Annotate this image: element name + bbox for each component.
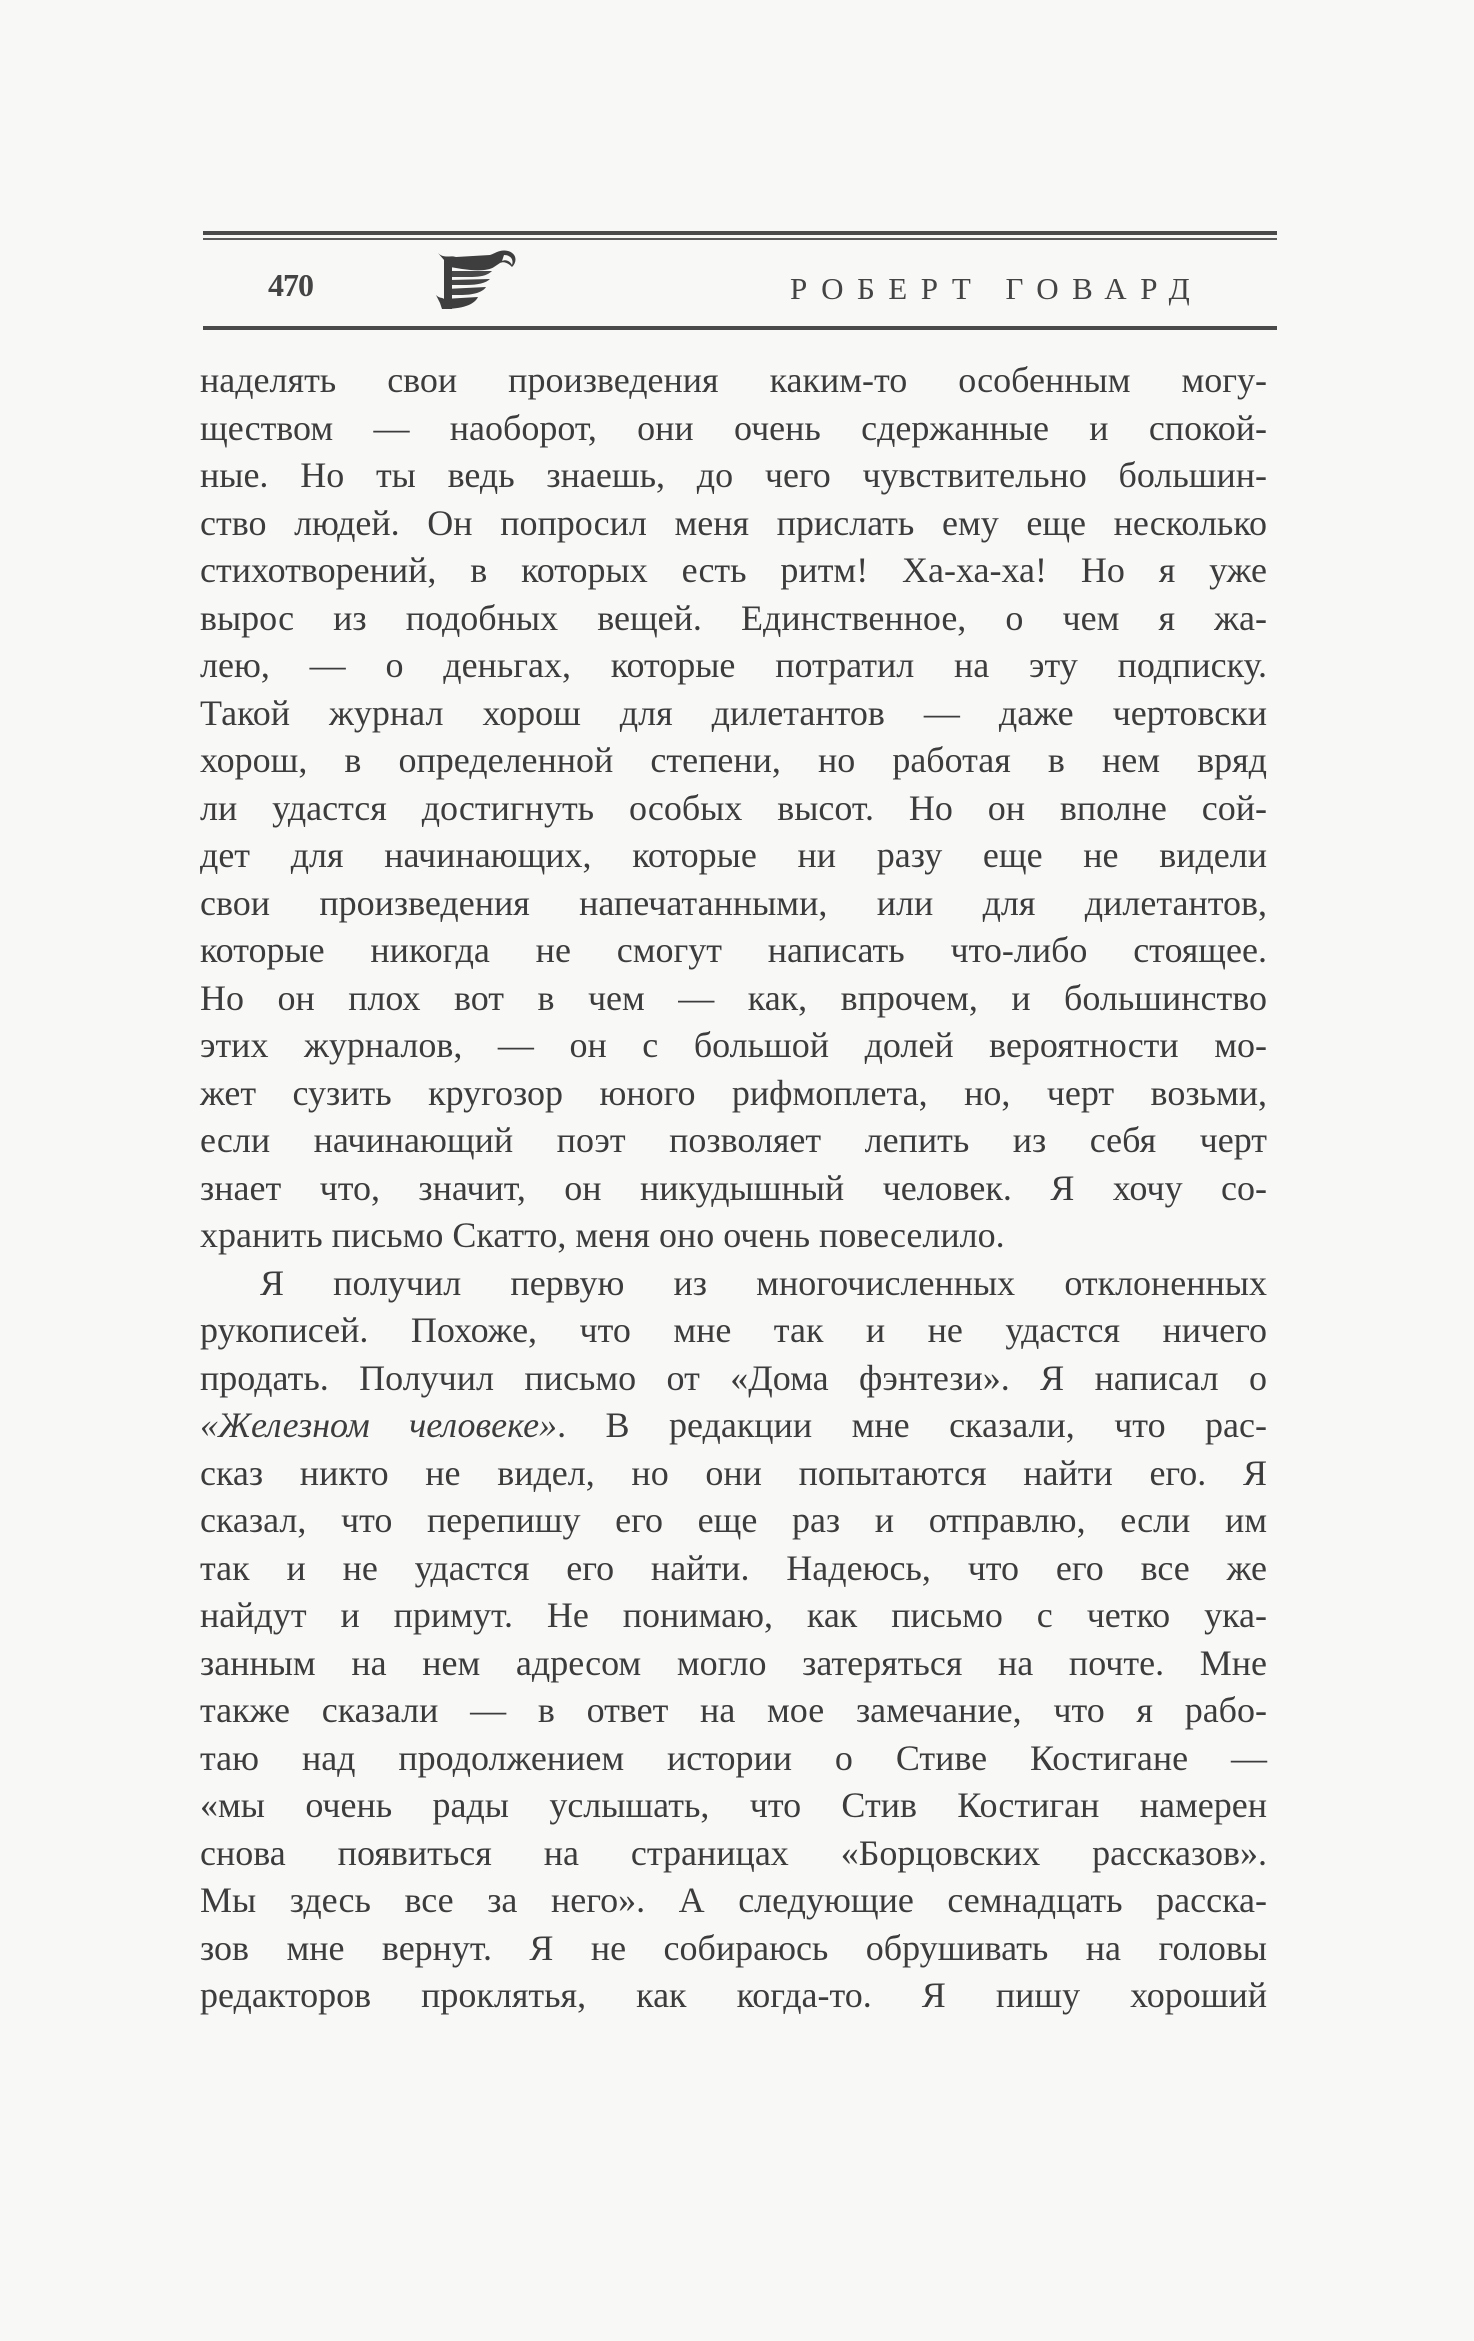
text-line: стихотворений, в которых есть ритм! Ха-ха-ха! Но я уже: [200, 550, 1267, 590]
header-rule-top-thin: [203, 238, 1277, 240]
text-line: Но он плох вот в чем — как, впрочем, и большинство: [200, 977, 1267, 1018]
text-line: найдут и примут. Не понимаю, как письмо с четко ука-: [200, 1595, 1267, 1635]
text-line: дет для начинающих, которые ни разу еще не видели: [200, 835, 1267, 875]
text-line: вырос из подобных вещей. Единственное, о чем я жа-: [200, 597, 1267, 638]
text-line: Я получил первую из многочисленных отклоненных: [260, 1262, 1267, 1303]
text-line: ство людей. Он попросил меня прислать ему еще несколько: [200, 502, 1267, 543]
text-line: хранить письмо Скатто, меня оно очень повеселило.: [200, 1215, 1005, 1255]
text-line: зов мне вернут. Я не собираюсь обрушивать на головы: [200, 1927, 1267, 1968]
text-line: таю над продолжением истории о Стиве Костигане —: [200, 1737, 1267, 1778]
text-line: редакторов проклятья, как когда-то. Я пишу хороший: [200, 1975, 1267, 2015]
text-line: сказ никто не видел, но они попытаются найти его. Я: [200, 1452, 1267, 1493]
italic-title: «Железном человеке»: [200, 1405, 558, 1445]
header-rule-top: [203, 231, 1277, 235]
text-line: снова появиться на страницах «Борцовских рассказов».: [200, 1832, 1267, 1873]
text-line: жет сузить кругозор юного рифмоплета, но, черт возьми,: [200, 1072, 1267, 1113]
page-number: 470: [268, 267, 313, 303]
text-line: ществом — наоборот, они очень сдержанные и спокой-: [200, 407, 1267, 448]
text-line: [200, 1402, 1267, 1449]
dragon-ornament-icon: [430, 249, 518, 313]
text-line: сказал, что перепишу его еще раз и отправлю, если им: [200, 1500, 1267, 1540]
text-line: лею, — о деньгах, которые потратил на эту подписку.: [200, 645, 1267, 685]
text-line: свои произведения напечатанными, или для дилетантов,: [200, 882, 1267, 923]
text-line: ли удастся достигнуть особых высот. Но он вполне сой-: [200, 787, 1267, 828]
text-line: наделять свои произведения каким-то особенным могу-: [200, 360, 1267, 400]
running-title: РОБЕРТ ГОВАРД: [790, 271, 1204, 306]
text-line: знает что, значит, он никудышный человек. Я хочу со-: [200, 1167, 1267, 1208]
header-rule-bottom: [203, 326, 1277, 330]
text-line: которые никогда не смогут написать что-либо стоящее.: [200, 930, 1267, 970]
text-line: рукописей. Похоже, что мне так и не удастся ничего: [200, 1310, 1267, 1350]
text-line: продать. Получил письмо от «Дома фэнтези». Я написал о: [200, 1357, 1267, 1398]
text-line: также сказали — в ответ на мое замечание, что я рабо-: [200, 1690, 1267, 1730]
text-line: если начинающий поэт позволяет лепить из себя черт: [200, 1120, 1267, 1160]
text-line: Мы здесь все за него». А следующие семнадцать расска-: [200, 1880, 1267, 1920]
text-line: занным на нем адресом могло затеряться на почте. Мне: [200, 1642, 1267, 1683]
text-line: Такой журнал хорош для дилетантов — даже чертовски: [200, 692, 1267, 733]
text-line: хорош, в определенной степени, но работая в нем вряд: [200, 740, 1267, 780]
text-line: «мы очень рады услышать, что Стив Костиган намерен: [200, 1785, 1267, 1825]
text-line: ные. Но ты ведь знаешь, до чего чувствительно большин-: [200, 455, 1267, 495]
text-line: этих журналов, — он с большой долей вероятности мо-: [200, 1025, 1267, 1065]
text-line: так и не удастся его найти. Надеюсь, что его все же: [200, 1547, 1267, 1588]
text-line-rest: . В редакции мне сказали, что рас-: [557, 1405, 1267, 1445]
